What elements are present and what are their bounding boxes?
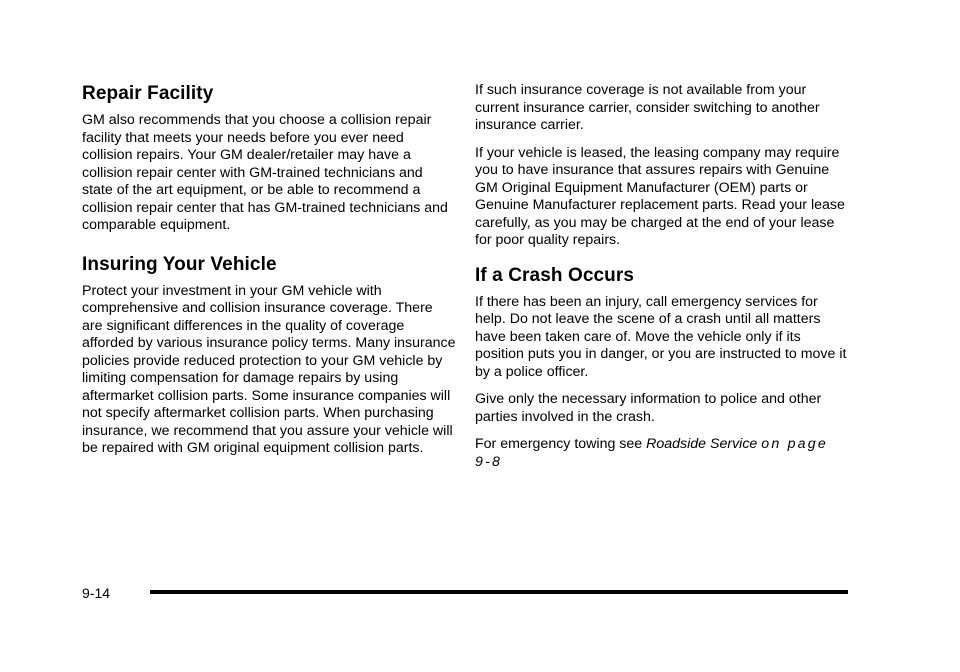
heading-if-a-crash-occurs: If a Crash Occurs [475, 264, 635, 286]
paragraph-leased-vehicle: If your vehicle is leased, the leasing company may require you to have insurance that assures repairs with Genuine GM Original Equipment Manufacturer (OEM) parts or Genuine Manufacturer replacement parts. Read your lease carefully, as you may be charged at the end of your lease for poor quality repairs. [475, 144, 845, 248]
roadside-service-title: Roadside Service [646, 436, 762, 452]
page-number: 9-14 [82, 585, 111, 601]
towing-prefix: For emergency towing see [475, 436, 647, 452]
paragraph-injury: If there has been an injury, call emergency services for help. Do not leave the scene of a crash until all matters have been taken care of. Move the vehicle only if its position puts you in danger, or you are instructed to move it by a police officer. [475, 293, 847, 380]
heading-insuring-your-vehicle: Insuring Your Vehicle [82, 253, 277, 275]
paragraph-repair-facility: GM also recommends that you choose a collision repair facility that meets your needs before you ever need collision repairs. Your GM dealer/retailer may have a collision repair center with GM-trained technicians and state of the art equipment, or be able to recommend a collision repair center that has GM-trained technicians and comparable equipment. [82, 112, 448, 233]
paragraph-insurance-carrier: If such insurance coverage is not available from your current insurance carrier, consider switching to another insurance carrier. [475, 82, 820, 133]
paragraph-emergency-towing [475, 436, 849, 471]
right-column [475, 82, 849, 481]
left-column [82, 82, 456, 458]
footer-rule [150, 590, 848, 594]
paragraph-necessary-information: Give only the necessary information to police and other parties involved in the crash. [475, 391, 822, 425]
roadside-service-page-ref: on page 9-8 [475, 436, 828, 470]
page-footer [82, 583, 848, 603]
heading-repair-facility: Repair Facility [82, 83, 214, 104]
paragraph-insuring-your-vehicle: Protect your investment in your GM vehicle with comprehensive and collision insurance coverage. There are significant differences in the quality of coverage afforded by various insurance policy terms. Many insurance policies provide reduced protection to your GM vehicle by limiting compensation for damage repairs by using aftermarket collision parts. Some insurance companies will not specify aftermarket collision parts. When purchasing insurance, we recommend that you assure your vehicle will be repaired with GM original equipment collision parts. [82, 282, 456, 456]
